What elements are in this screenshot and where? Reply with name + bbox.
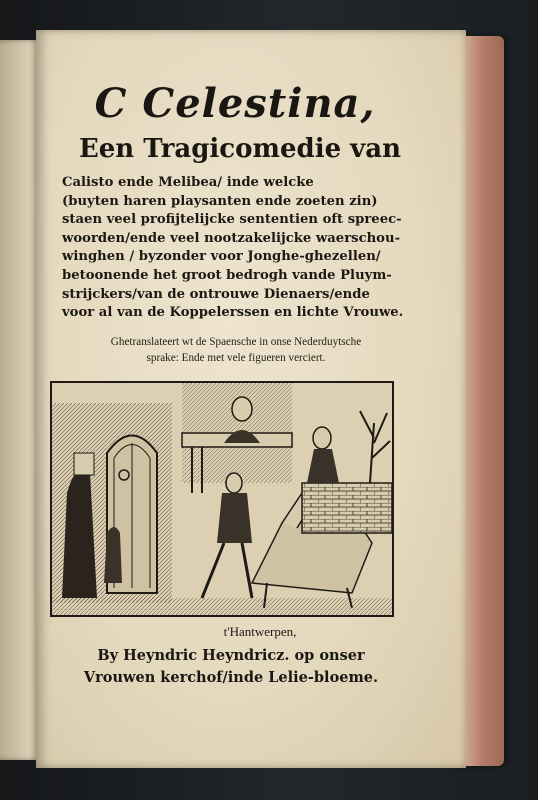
description-line: strijckers/van de ontrouwe Dienaers/ende: [62, 286, 370, 302]
description-line: betoonende het groot bedrogh vande Pluym-: [62, 267, 392, 283]
description-line: Calisto ende Melibea/ inde welcke: [62, 175, 314, 190]
imprint: [56, 645, 406, 689]
woodcut-scene: [52, 383, 392, 615]
description-line: (buyten haren playsanten ende zoeten zin): [62, 193, 378, 209]
facing-page-edge: [0, 40, 40, 760]
description-line: woorden/ende veel nootzakelijcke waerschou-: [62, 230, 401, 246]
description-line: voor al van de Koppelerssen en lichte Vrouwe.: [62, 305, 404, 321]
translation-note: [46, 334, 426, 366]
imprint-line: By Heyndric Heyndricz. op onser: [97, 647, 365, 664]
book-title: C Celestina,: [94, 80, 376, 127]
translation-note-line: sprake: Ende met vele figueren verciert.: [146, 352, 326, 364]
woodcut-illustration-icon: [50, 381, 394, 617]
description-block: [62, 174, 412, 323]
description-line: winghen / byzonder voor Jonghe-ghezellen/: [62, 249, 381, 265]
place-of-printing: t'Hantwerpen,: [223, 624, 297, 639]
translation-note-line: Ghetranslateert wt de Spaensche in onse Nederduytsche: [110, 336, 362, 348]
book-subtitle: Een Tragicomedie van: [78, 134, 402, 164]
description-line: staen veel profijtelijcke sententien oft spreec-: [62, 212, 402, 228]
imprint-line: Vrouwen kerchof/inde Lelie-bloeme.: [83, 669, 379, 686]
